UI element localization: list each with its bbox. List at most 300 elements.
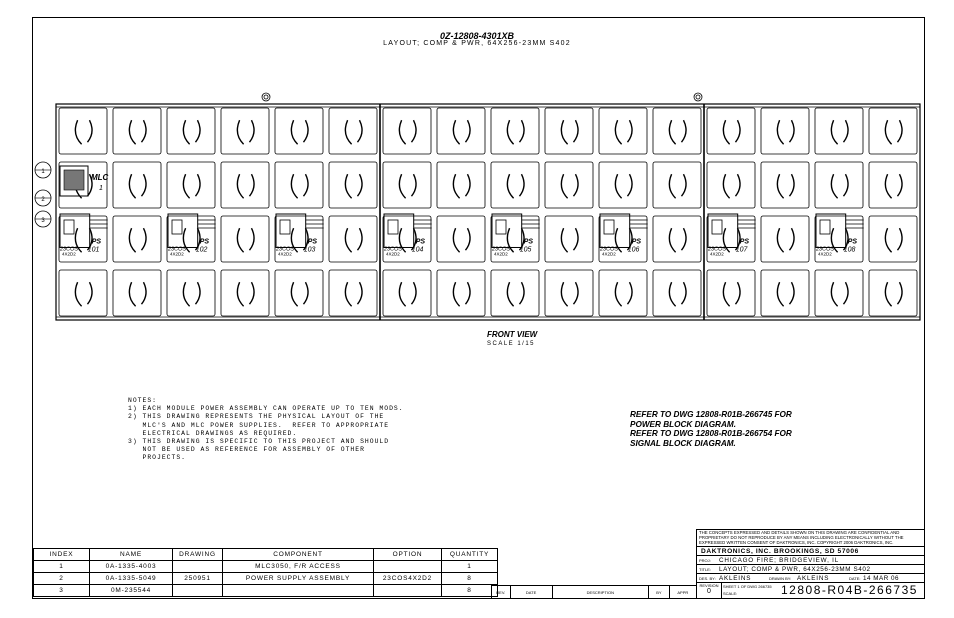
cable-curve xyxy=(843,120,848,142)
display-outline xyxy=(56,104,920,320)
cable-curve xyxy=(561,282,567,306)
people-row xyxy=(697,574,924,583)
module-cell xyxy=(437,162,485,208)
power-supply-label: PS xyxy=(847,238,858,246)
bom-cell xyxy=(374,561,442,573)
table-row xyxy=(34,585,498,597)
cable-curve xyxy=(777,120,783,144)
cable-curve xyxy=(87,120,92,142)
module-cell xyxy=(275,162,323,208)
cable-curve xyxy=(141,174,146,196)
power-leads xyxy=(306,220,324,228)
module-cell xyxy=(221,162,269,208)
power-supply-number: 106 xyxy=(627,246,640,254)
cable-curve xyxy=(411,174,416,196)
module-cell xyxy=(113,270,161,316)
bom-cell xyxy=(223,585,374,597)
module-cell xyxy=(59,270,107,316)
cable-curve xyxy=(303,120,308,142)
cable-curve xyxy=(129,174,135,198)
cable-curve xyxy=(669,120,675,144)
power-leads xyxy=(522,220,540,228)
cable-curve xyxy=(453,174,459,198)
power-supply-code: 23COS xyxy=(492,246,511,253)
refer-line: SIGNAL BLOCK DIAGRAM. xyxy=(630,438,736,448)
bom-cell xyxy=(173,561,223,573)
cable-curve xyxy=(249,282,254,304)
bom-cell: 1 xyxy=(34,561,90,573)
module-cell xyxy=(707,270,755,316)
cable-curve xyxy=(399,282,405,306)
power-supply-component xyxy=(64,220,74,234)
power-supply-box xyxy=(60,214,90,247)
power-supply-size: 4X2D2 xyxy=(170,251,184,257)
cable-curve xyxy=(735,282,740,304)
module-cell xyxy=(437,270,485,316)
cable-curve xyxy=(357,282,362,304)
table-row xyxy=(34,573,498,585)
detail-marker-label: 2 xyxy=(41,197,45,203)
module-cell xyxy=(545,162,593,208)
cable-curve xyxy=(723,120,729,144)
module-cell xyxy=(113,108,161,154)
refer-line: POWER BLOCK DIAGRAM. xyxy=(630,419,736,429)
revision-table xyxy=(491,585,696,599)
cable-curve xyxy=(735,174,740,196)
revision-header: REV. xyxy=(491,586,510,599)
module-cell xyxy=(653,162,701,208)
module-cell xyxy=(437,216,485,262)
note-line: PROJECTS. xyxy=(128,454,187,462)
power-supply-component xyxy=(388,220,398,234)
refer-notes xyxy=(630,410,792,448)
cable-curve xyxy=(411,120,416,142)
bom-header: INDEX xyxy=(34,549,90,561)
cable-curve xyxy=(345,120,351,144)
module-cell xyxy=(491,270,539,316)
cable-curve xyxy=(735,120,740,142)
cable-curve xyxy=(129,282,135,306)
module-cell xyxy=(383,108,431,154)
cable-curve xyxy=(411,282,416,304)
power-supply-box xyxy=(600,214,630,247)
module-cell xyxy=(221,108,269,154)
sheet-box xyxy=(722,583,781,598)
power-supply-component xyxy=(280,220,290,234)
power-supply-component xyxy=(496,220,506,234)
project-label: PROJ: xyxy=(699,557,711,563)
lift-eye-icon xyxy=(264,95,268,99)
power-supply-label: PS xyxy=(739,238,750,246)
cable-curve xyxy=(141,228,146,250)
cable-curve xyxy=(399,120,405,144)
cable-curve xyxy=(669,282,675,306)
power-supply-code: 23COS xyxy=(384,246,403,253)
power-supply-box xyxy=(708,214,738,247)
bom-cell: POWER SUPPLY ASSEMBLY xyxy=(223,573,374,585)
project-name: CHICAGO FIRE; BRIDGEVIEW, IL xyxy=(719,556,840,564)
module-cell xyxy=(545,270,593,316)
cable-curve xyxy=(357,174,362,196)
refer-line: REFER TO DWG 12808-R01B-266745 FOR xyxy=(630,410,792,419)
title-row xyxy=(697,565,924,574)
cable-curve xyxy=(831,282,837,306)
bom-cell: 2 xyxy=(34,573,90,585)
module-cell xyxy=(221,216,269,262)
cable-curve xyxy=(237,228,243,252)
front-view-scale: SCALE 1/15 xyxy=(487,341,536,347)
power-supply-box xyxy=(816,214,846,247)
cable-curve xyxy=(357,228,362,250)
power-leads xyxy=(90,220,108,228)
module-cell xyxy=(869,108,917,154)
mlc-number: 1 xyxy=(99,185,103,192)
cable-curve xyxy=(561,120,567,144)
cable-curve xyxy=(303,282,308,304)
cable-curve xyxy=(897,282,902,304)
cable-curve xyxy=(831,120,837,144)
cable-curve xyxy=(897,228,902,250)
cable-curve xyxy=(345,282,351,306)
cable-curve xyxy=(141,120,146,142)
cable-curve xyxy=(87,282,92,304)
bom-table xyxy=(33,548,498,597)
power-supply-number: 108 xyxy=(843,246,856,254)
power-leads xyxy=(630,220,648,228)
module-cell xyxy=(491,162,539,208)
revision-box xyxy=(697,583,722,598)
cable-curve xyxy=(843,174,848,196)
cable-curve xyxy=(789,120,794,142)
cable-curve xyxy=(615,120,621,144)
note-line: 2) THIS DRAWING REPRESENTS THE PHYSICAL LAYOUT OF THE xyxy=(128,413,385,421)
mlc-label: MLC xyxy=(91,173,109,182)
revision-header: DESCRIPTION xyxy=(552,586,649,599)
cable-curve xyxy=(345,174,351,198)
cable-curve xyxy=(681,228,686,250)
cable-curve xyxy=(453,228,459,252)
note-line: 3) THIS DRAWING IS SPECIFIC TO THIS PROJECT AND SHOULD xyxy=(128,438,390,446)
cable-curve xyxy=(885,228,891,252)
revision-header: DATE xyxy=(510,586,552,599)
module-cell xyxy=(275,270,323,316)
power-supply-code: 23COS xyxy=(708,246,727,253)
cable-curve xyxy=(195,120,200,142)
power-supply-code: 23COS xyxy=(276,246,295,253)
cable-curve xyxy=(519,120,524,142)
bom-cell: MLC3050, F/R ACCESS xyxy=(223,561,374,573)
module-cell xyxy=(113,162,161,208)
module-cell xyxy=(761,270,809,316)
module-cell xyxy=(599,162,647,208)
module-cell xyxy=(329,216,377,262)
cable-curve xyxy=(777,282,783,306)
module-cell xyxy=(329,162,377,208)
module-cell xyxy=(869,216,917,262)
revision-header: BY xyxy=(648,586,669,599)
cable-curve xyxy=(465,120,470,142)
power-supply-number: 101 xyxy=(87,246,100,254)
notes-heading: NOTES: xyxy=(128,397,158,404)
bom-header: NAME xyxy=(90,549,173,561)
module-cell xyxy=(869,162,917,208)
power-supply-code: 23COS xyxy=(168,246,187,253)
designer-name: AKLEINS xyxy=(719,574,752,582)
revision-value: 0 xyxy=(707,588,711,595)
cable-curve xyxy=(843,282,848,304)
power-supply-size: 4X2D2 xyxy=(386,251,400,257)
cable-curve xyxy=(195,174,200,196)
module-cell xyxy=(815,162,863,208)
number-row xyxy=(697,583,924,598)
note-line: 1) EACH MODULE POWER ASSEMBLY CAN OPERATE UP TO TEN MODS. xyxy=(128,405,404,413)
drawing-subtitle: LAYOUT; COMP & PWR, 64X256-23MM S402 xyxy=(383,40,571,47)
cable-curve xyxy=(615,174,621,198)
module-cell xyxy=(599,108,647,154)
power-leads xyxy=(198,220,216,228)
cable-curve xyxy=(237,174,243,198)
cable-curve xyxy=(627,282,632,304)
cable-curve xyxy=(129,228,135,252)
mlc-board xyxy=(64,170,84,190)
power-supply-box xyxy=(276,214,306,247)
cable-curve xyxy=(249,120,254,142)
bom-header: OPTION xyxy=(374,549,442,561)
cable-curve xyxy=(897,174,902,196)
cable-curve xyxy=(573,228,578,250)
cable-curve xyxy=(183,174,189,198)
bom-header: DRAWING xyxy=(173,549,223,561)
refer-line: REFER TO DWG 12808-R01B-266754 FOR xyxy=(630,429,792,439)
drawn-by-label: DRAWN BY: xyxy=(769,575,792,581)
module-cell xyxy=(113,216,161,262)
designer-label: DES. BY: xyxy=(699,575,716,581)
lift-eye-icon xyxy=(262,93,270,101)
cable-curve xyxy=(249,228,254,250)
project-row xyxy=(697,556,924,565)
cable-curve xyxy=(303,174,308,196)
module-cell xyxy=(275,108,323,154)
bom-cell: 3 xyxy=(34,585,90,597)
power-supply-component xyxy=(172,220,182,234)
power-supply-size: 4X2D2 xyxy=(602,251,616,257)
cable-curve xyxy=(291,120,297,144)
cable-curve xyxy=(831,174,837,198)
cable-curve xyxy=(573,174,578,196)
cable-curve xyxy=(777,174,783,198)
module-cell xyxy=(59,108,107,154)
power-supply-box xyxy=(492,214,522,247)
revision-label: REVISION xyxy=(699,583,719,588)
power-supply-box xyxy=(168,214,198,247)
power-supply-label: PS xyxy=(307,238,318,246)
module-cell xyxy=(491,108,539,154)
power-supply-label: PS xyxy=(91,238,102,246)
cable-curve xyxy=(183,282,189,306)
power-supply-number: 107 xyxy=(735,246,748,254)
power-supply-size: 4X2D2 xyxy=(818,251,832,257)
drawing-title: LAYOUT; COMP & PWR, 64X256-23MM S402 xyxy=(719,565,871,573)
cable-curve xyxy=(249,174,254,196)
power-supply-component xyxy=(604,220,614,234)
cable-curve xyxy=(357,120,362,142)
module-cell xyxy=(383,162,431,208)
bom-cell: 250951 xyxy=(173,573,223,585)
drawing-code: 0Z-12808-4301XB xyxy=(439,31,515,41)
cable-curve xyxy=(669,228,675,252)
cable-curve xyxy=(573,120,578,142)
cable-curve xyxy=(885,174,891,198)
power-supply-box xyxy=(384,214,414,247)
bom-cell xyxy=(173,585,223,597)
cable-curve xyxy=(507,282,513,306)
cable-curve xyxy=(465,174,470,196)
module-cell xyxy=(815,270,863,316)
power-supply-label: PS xyxy=(199,238,210,246)
cable-curve xyxy=(183,120,189,144)
cable-curve xyxy=(723,282,729,306)
cable-curve xyxy=(681,120,686,142)
power-supply-code: 23COS xyxy=(600,246,619,253)
power-supply-label: PS xyxy=(523,238,534,246)
scale-label: SCALE: xyxy=(723,591,738,596)
power-supply-number: 102 xyxy=(195,246,208,254)
cable-curve xyxy=(75,282,81,306)
bom-header: COMPONENT xyxy=(223,549,374,561)
cable-curve xyxy=(789,228,794,250)
power-leads xyxy=(738,220,756,228)
note-line: NOT BE USED AS REFERENCE FOR ASSEMBLY OF OTHER xyxy=(128,446,365,454)
note-line: MLC'S AND MLC POWER SUPPLIES. REFER TO APPROPRIATE xyxy=(128,421,390,429)
bom-cell: 8 xyxy=(442,573,498,585)
power-leads xyxy=(846,220,864,228)
module-cell xyxy=(869,270,917,316)
cable-curve xyxy=(615,282,621,306)
power-supply-label: PS xyxy=(631,238,642,246)
front-view-title: FRONT VIEW xyxy=(487,330,538,339)
table-row xyxy=(34,561,498,573)
note-line: ELECTRICAL DRAWINGS AS REQUIRED. xyxy=(128,429,298,437)
confidential-notice: THE CONCEPTS EXPRESSED AND DETAILS SHOWN ON THIS DRAWING ARE CONFIDENTIAL AND PROPRIETARY DO NOT REPRODUCE BY ANY MEANS INCLUDING ELECTRONICALLY WITHOUT THE EXPRESSED WRITTEN CONSENT OF DAKTRONICS, INC. COPYRIGHT 2006 DAKTRONICS, INC. xyxy=(697,530,924,547)
cable-curve xyxy=(519,282,524,304)
power-supply-number: 103 xyxy=(303,246,316,254)
cable-curve xyxy=(399,174,405,198)
cable-curve xyxy=(507,120,513,144)
bom-cell: 0A-1335-4003 xyxy=(90,561,173,573)
cable-curve xyxy=(777,228,783,252)
module-cell xyxy=(599,270,647,316)
bom-header-row xyxy=(34,549,498,561)
module-cell xyxy=(329,108,377,154)
cable-curve xyxy=(141,282,146,304)
module-cell xyxy=(653,216,701,262)
cable-curve xyxy=(129,120,135,144)
module-cell xyxy=(761,216,809,262)
cable-curve xyxy=(897,120,902,142)
cable-curve xyxy=(885,282,891,306)
cable-curve xyxy=(681,282,686,304)
detail-marker-label: 1 xyxy=(41,169,45,175)
module-cell xyxy=(329,270,377,316)
power-supply-label: PS xyxy=(415,238,426,246)
cable-curve xyxy=(291,174,297,198)
cable-curve xyxy=(561,228,567,252)
module-cell xyxy=(167,162,215,208)
module-cell xyxy=(545,216,593,262)
module-cell xyxy=(707,108,755,154)
module-cell xyxy=(167,270,215,316)
cable-curve xyxy=(195,282,200,304)
drawing-number: 12808-R04B-266735 xyxy=(781,583,918,597)
cable-curve xyxy=(885,120,891,144)
power-supply-code: 23COS xyxy=(816,246,835,253)
cable-curve xyxy=(465,228,470,250)
power-supply-number: 105 xyxy=(519,246,532,254)
cable-curve xyxy=(345,228,351,252)
detail-marker-label: 3 xyxy=(41,218,45,224)
module-cell xyxy=(707,162,755,208)
module-cell xyxy=(221,270,269,316)
power-leads xyxy=(414,220,432,228)
drawing-date: 14 MAR 06 xyxy=(863,574,899,582)
company-name: DAKTRONICS, INC. BROOKINGS, SD 57006 xyxy=(697,547,924,556)
date-label: DATE: xyxy=(849,575,861,581)
module-cell xyxy=(545,108,593,154)
module-cell xyxy=(437,108,485,154)
cable-curve xyxy=(723,174,729,198)
cable-curve xyxy=(669,174,675,198)
drawn-by-name: AKLEINS xyxy=(797,574,830,582)
lift-eye-icon xyxy=(696,95,700,99)
bom-cell: 23COS4X2D2 xyxy=(374,573,442,585)
power-supply-code: 23COS xyxy=(60,246,79,253)
cable-curve xyxy=(519,174,524,196)
bom-header: QUANTITY xyxy=(442,549,498,561)
cable-curve xyxy=(507,174,513,198)
module-cell xyxy=(653,108,701,154)
power-supply-component xyxy=(820,220,830,234)
cable-curve xyxy=(291,282,297,306)
power-supply-component xyxy=(712,220,722,234)
title-block xyxy=(696,529,924,599)
power-supply-number: 104 xyxy=(411,246,424,254)
cable-curve xyxy=(681,174,686,196)
power-supply-size: 4X2D2 xyxy=(62,251,76,257)
module-cell xyxy=(761,162,809,208)
cable-curve xyxy=(465,282,470,304)
cable-curve xyxy=(237,282,243,306)
module-cell xyxy=(761,108,809,154)
bom-cell: 8 xyxy=(442,585,498,597)
bom-cell: 1 xyxy=(442,561,498,573)
module-cell xyxy=(653,270,701,316)
power-supply-size: 4X2D2 xyxy=(278,251,292,257)
power-supply-size: 4X2D2 xyxy=(710,251,724,257)
bom-cell xyxy=(374,585,442,597)
bom-cell: 0M-235544 xyxy=(90,585,173,597)
cable-curve xyxy=(789,174,794,196)
cable-curve xyxy=(561,174,567,198)
cable-curve xyxy=(627,174,632,196)
title-label: TITLE: xyxy=(699,566,712,572)
cable-curve xyxy=(75,120,81,144)
module-cell xyxy=(815,108,863,154)
notes-section xyxy=(128,397,404,463)
module-cell xyxy=(383,270,431,316)
cable-curve xyxy=(453,282,459,306)
cable-curve xyxy=(573,282,578,304)
power-supply-size: 4X2D2 xyxy=(494,251,508,257)
